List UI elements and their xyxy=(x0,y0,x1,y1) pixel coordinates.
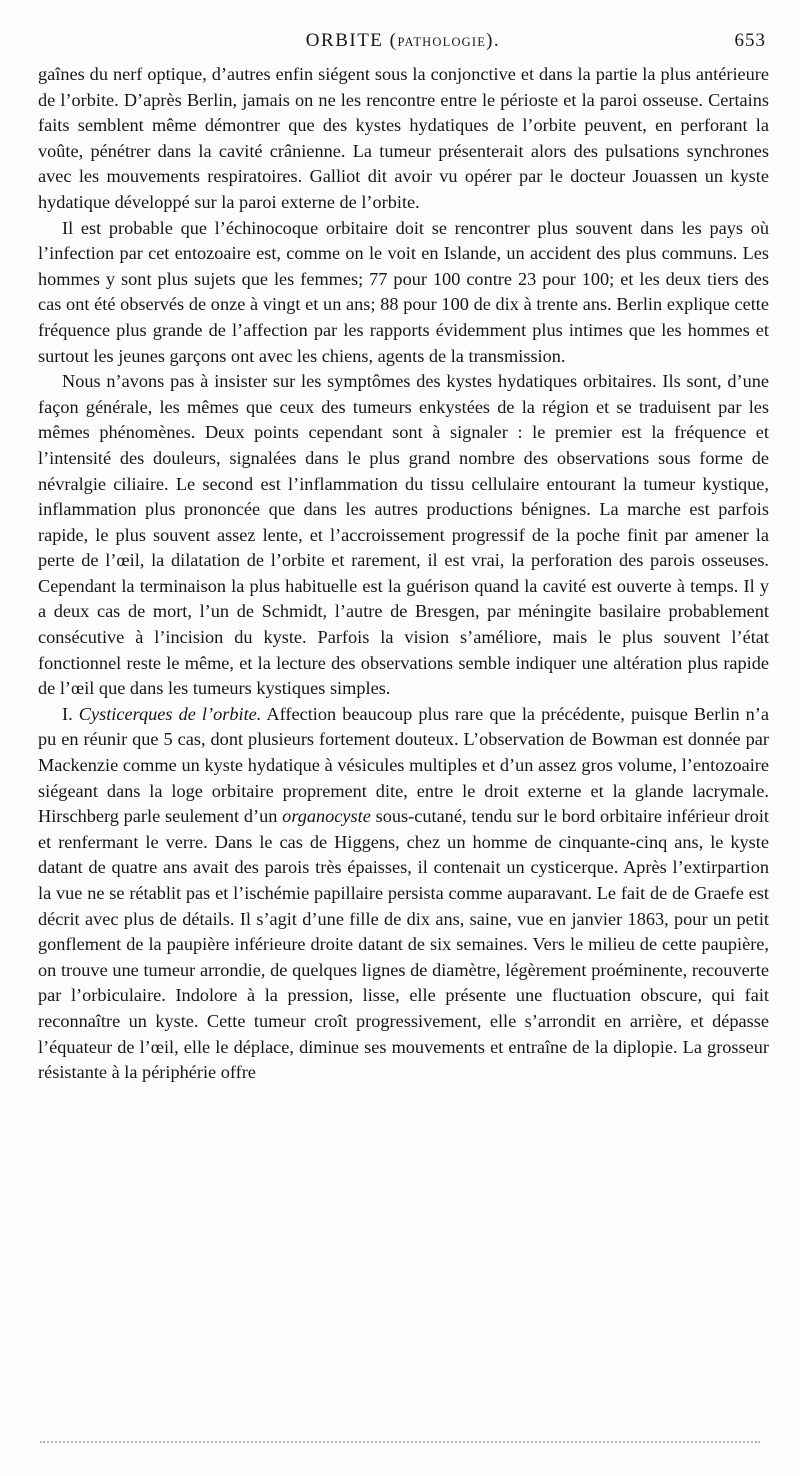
bottom-edge-artifact xyxy=(40,1441,760,1445)
running-header xyxy=(38,30,768,58)
paragraph-symptoms: Nous n’avons pas à insister sur les symptômes des kystes hydatiques orbitaires. Ils sont, d’une façon générale, les mêmes que ceux des tumeurs enkystées de la région et se traduisent par les mêmes phénomènes. Deux points cependant sont à signaler : le premier est la fréquence et l’intensité des douleurs, signalées dans le plus grand nombre des observations sous forme de névralgie ciliaire. Le second est l’inflammation du tissu cellulaire entourant la tumeur kystique, inflammation plus prononcée que dans les autres productions bénignes. La marche est parfois rapide, le plus souvent assez lente, et l’accroissement progressif de la poche finit par amener la perte de l’œil, la dilatation de l’orbite et rarement, il est vrai, la perforation des parois osseuses. Cependant la terminaison la plus habituelle est la guérison quand la cavité est ouverte à temps. Il y a deux cas de mort, l’un de Schmidt, l’autre de Bresgen, par méningite basilaire probablement consécutive à l’incision du kyste. Parfois la vision s’améliore, mais le plus souvent l’état fonctionnel reste le même, et la lecture des observations semble indiquer une altération plus rapide de l’œil que dans les tumeurs kystiques simples. xyxy=(38,371,769,699)
running-title-close: ). xyxy=(486,30,501,51)
running-title-subject: PATHOLOGIE xyxy=(397,35,487,49)
section-heading: Cysticerques de l’orbite. xyxy=(78,703,262,724)
page-number: 653 xyxy=(734,30,766,51)
paragraph-echinococcus-frequency: Il est probable que l’échinocoque orbitaire doit se rencontrer plus souvent dans les pays où l’infection par cet entozoaire est, comme on le voit en Islande, un accident des plus communs. Les hommes y sont plus sujets que les femmes; 77 pour 100 contre 23 pour 100; et les deux tiers des cas ont été observés de onze à vingt et un ans; 88 pour 100 de dix à trente ans. Berlin explique cette fréquence plus grande de l’affection par les rapports évidemment plus intimes que les hommes et surtout les jeunes garçons ont avec les chiens, agents de la transmission. xyxy=(38,217,769,366)
running-title xyxy=(38,30,768,52)
paragraph-text-part-2: sous-cutané, tendu sur le bord orbitaire inférieur droit et renfermant le verre. Dans le cas de Higgens, chez un homme de cinquante-cinq ans, le kyste datant de quatre ans avait des parois très épaisses, il contenait un cysticerque. Après l’extirpartion la vue ne se rétablit pas et l’ischémie papillaire persista comme auparavant. Le fait de de Graefe est décrit avec plus de détails. Il s’agit d’une fille de dix ans, saine, vue en janvier 1863, pour un petit gonflement de la paupière inférieure droite datant de six semaines. Vers le milieu de cette paupière, on trouve une tumeur arrondie, de quelques lignes de diamètre, légèrement proéminente, recouverte par l’orbiculaire. Indolore à la pression, lisse, elle présente une fluctuation obscure, qui fait reconnaître un kyste. Cette tumeur croît progressivement, elle s’arrondit en arrière, et dépasse l’équateur de l’œil, elle le déplace, diminue ses mouvements et entraîne de la diplopie. La grosseur résistante à la périphérie offre xyxy=(38,806,769,1083)
paragraph-text-part-1: Affection beaucoup plus rare que la précédente, puisque Berlin n’a pu en réunir que 5 cas, dont plusieurs fortement douteux. L’observation de Bowman est donnée par Mackenzie comme un kyste hydatique à vésicules multiples et d’un assez gros volume, l’entozoaire siégeant dans la loge orbitaire proprement dite, entre le droit externe et la glande lacrymale. Hirschberg parle seulement d’un xyxy=(38,703,770,827)
paragraph-cysticerques xyxy=(38,702,769,1086)
body-text xyxy=(38,62,769,1086)
section-number: I. xyxy=(62,703,73,724)
italic-term: organocyste xyxy=(282,806,371,827)
paragraph-continued: gaînes du nerf optique, d’autres enfin siégent sous la conjonctive et dans la partie la plus antérieure de l’orbite. D’après Berlin, jamais on ne les rencontre entre le périoste et la paroi osseuse. Certains faits semblent même démontrer que des kystes hydatiques de l’orbite peuvent, en perforant la voûte, pénétrer dans la cavité crânienne. La tumeur présenterait alors des pulsations synchrones avec les mouvements respiratoires. Galliot dit avoir vu opérer par le docteur Jouassen un kyste hydatique développé sur la paroi externe de l’orbite. xyxy=(38,64,769,212)
running-title-main: ORBITE ( xyxy=(305,30,398,51)
